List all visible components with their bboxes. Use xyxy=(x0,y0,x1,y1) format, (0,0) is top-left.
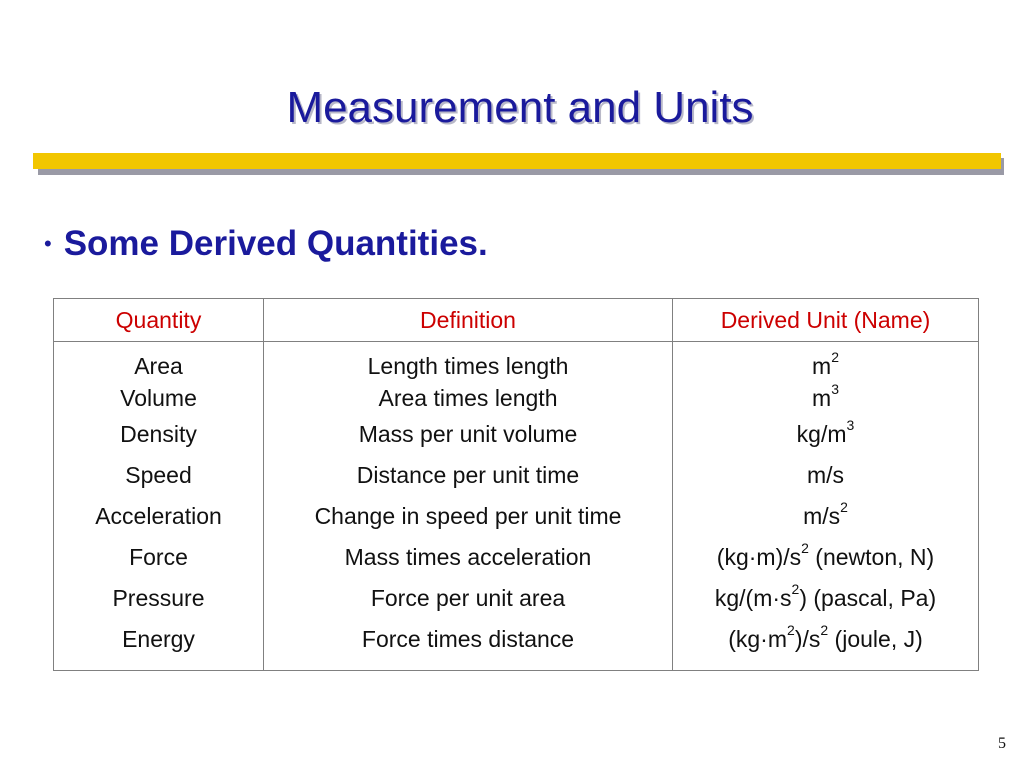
table-header-row xyxy=(54,299,979,342)
header-definition: Definition xyxy=(264,299,673,342)
slide-title: Measurement and Units xyxy=(286,83,754,132)
header-quantity: Quantity xyxy=(54,299,264,342)
derived-quantities-table xyxy=(53,298,979,671)
table-cell-unit: $kg/(m\cdot s^2)$ (pascal, Pa) xyxy=(714,581,937,611)
table-cell-unit: $(kg\cdot m^2)/s^2$ (joule, J) xyxy=(728,622,923,652)
bullet-text: Some Derived Quantities. xyxy=(63,224,488,263)
definition-column xyxy=(264,342,673,671)
table-cell-unit: $kg/m^3$ xyxy=(796,417,855,447)
table-cell-unit: m/s xyxy=(806,462,845,488)
table-cell-quantity: Force xyxy=(129,544,188,570)
derived-unit-column xyxy=(673,342,979,671)
table-cell-definition: Mass per unit volume xyxy=(358,421,578,447)
table-cell-definition: Length times length xyxy=(367,353,569,379)
table-cell-definition: Force per unit area xyxy=(370,585,566,611)
title-underline-bar xyxy=(33,153,1001,169)
table-cell-unit: $m^2$ xyxy=(812,349,839,379)
table-cell-definition: Change in speed per unit time xyxy=(314,503,622,529)
units-table xyxy=(53,298,979,671)
table-cell-definition: Area times length xyxy=(378,385,558,411)
table-cell-quantity: Area xyxy=(134,353,183,379)
table-cell-quantity: Energy xyxy=(122,626,195,652)
table-cell-quantity: Density xyxy=(120,421,197,447)
table-body-row xyxy=(54,342,979,671)
header-derived-unit: Derived Unit (Name) xyxy=(673,299,979,342)
table-cell-quantity: Pressure xyxy=(112,585,205,611)
table-cell-quantity: Acceleration xyxy=(95,503,222,529)
table-cell-definition: Force times distance xyxy=(361,626,575,652)
table-cell-quantity: Speed xyxy=(125,462,192,488)
quantity-column xyxy=(54,342,264,671)
table-cell-definition: Mass times acceleration xyxy=(344,544,592,570)
bullet-item xyxy=(44,222,488,266)
table-cell-unit: $m^3$ xyxy=(812,381,839,411)
table-cell-definition: Distance per unit time xyxy=(356,462,580,488)
table-cell-unit: $m/s^2$ xyxy=(803,499,848,529)
table-cell-quantity: Volume xyxy=(120,385,197,411)
page-number: 5 xyxy=(998,735,1006,752)
bullet-dot-icon: • xyxy=(44,231,52,256)
table-cell-unit: $(kg\cdot m)/s^2$ (newton, N) xyxy=(716,540,935,570)
